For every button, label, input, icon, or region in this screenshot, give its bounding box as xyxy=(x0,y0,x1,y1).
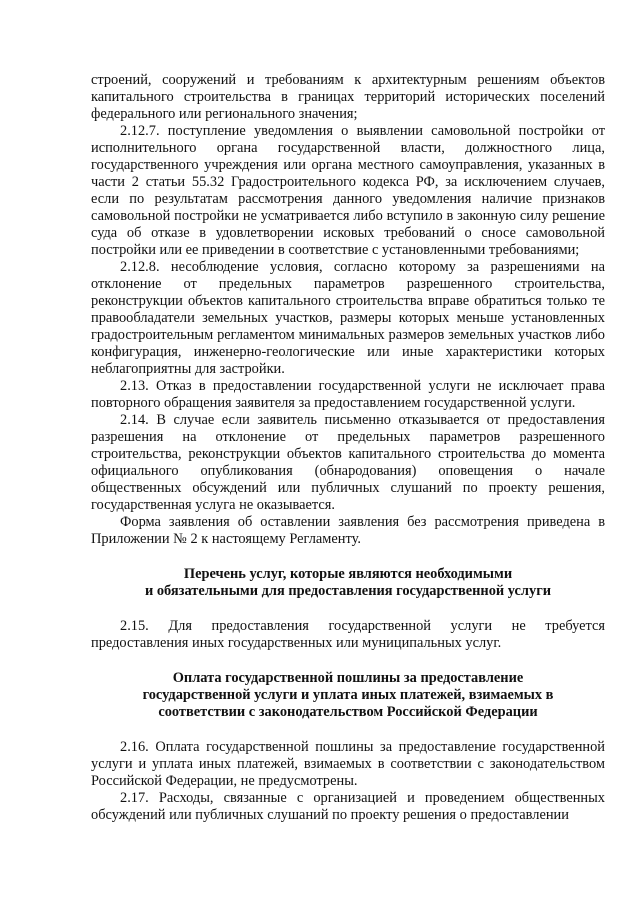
paragraph-continuation: строений, сооружений и требованиям к архитектурным решениям объектов капитального строительства в границах территорий исторических поселений федерального или регионального значения; xyxy=(91,72,605,122)
paragraph-2-12-8: 2.12.8. несоблюдение условия, согласно которому за разрешениями на отклонение от предельных параметров разрешенного строительства, реконструкции объектов капитального строительства вправе обратиться только те правообладатели земельных участков, размеры которых меньше установленных градостроительным регламентом минимальных размеров земельных участков либо конфигурация, инженерно-геологические или иные характеристики которых неблагоприятны для застройки. xyxy=(91,259,605,377)
paragraph-form-note: Форма заявления об оставлении заявления без рассмотрения приведена в Приложении № 2 к настоящему Регламенту. xyxy=(91,514,605,547)
document-body xyxy=(91,72,605,824)
heading-line: государственной услуги и уплата иных платежей, взимаемых в xyxy=(142,687,554,703)
section-heading-state-fee xyxy=(91,670,605,721)
paragraph-2-14: 2.14. В случае если заявитель письменно отказывается от предоставления разрешения на отклонение от предельных параметров разрешенного строительства, реконструкции объектов капитального строительства до момента официального опубликования (обнародования) оповещения о начале общественных обсуждений или публичных слушаний по проекту решения, государственная услуга не оказывается. xyxy=(91,412,605,513)
section-heading-services-list xyxy=(91,566,605,600)
heading-line: Оплата государственной пошлины за предоставление xyxy=(172,670,524,686)
paragraph-2-12-7: 2.12.7. поступление уведомления о выявлении самовольной постройки от исполнительного органа государственной власти, должностного лица, государственного учреждения или органа местного самоуправления, указанных в части 2 статьи 55.32 Градостроительного кодекса РФ, за исключением случаев, если по результатам рассмотрения данного уведомления наличие признаков самовольной постройки не усматривается либо вступило в законную силу решение суда об отказе в удовлетворении исковых требований о сносе самовольной постройки или ее приведении в соответствие с установленными требованиями; xyxy=(91,123,605,258)
paragraph-2-13: 2.13. Отказ в предоставлении государственной услуги не исключает права повторного обращения заявителя за предоставлением государственной услуги. xyxy=(91,378,605,411)
heading-line: Перечень услуг, которые являются необходимыми xyxy=(183,566,513,582)
paragraph-2-16: 2.16. Оплата государственной пошлины за предоставление государственной услуги и уплата иных платежей, взимаемых в соответствии с законодательством Российской Федерации, не предусмотрены. xyxy=(91,739,605,789)
heading-line: соответствии с законодательством Российской Федерации xyxy=(158,704,538,720)
heading-line: и обязательными для предоставления государственной услуги xyxy=(144,583,552,599)
paragraph-2-15: 2.15. Для предоставления государственной услуги не требуется предоставления иных государственных или муниципальных услуг. xyxy=(91,618,605,651)
paragraph-2-17: 2.17. Расходы, связанные с организацией и проведением общественных обсуждений или публичных слушаний по проекту решения о предоставлении xyxy=(91,790,605,823)
